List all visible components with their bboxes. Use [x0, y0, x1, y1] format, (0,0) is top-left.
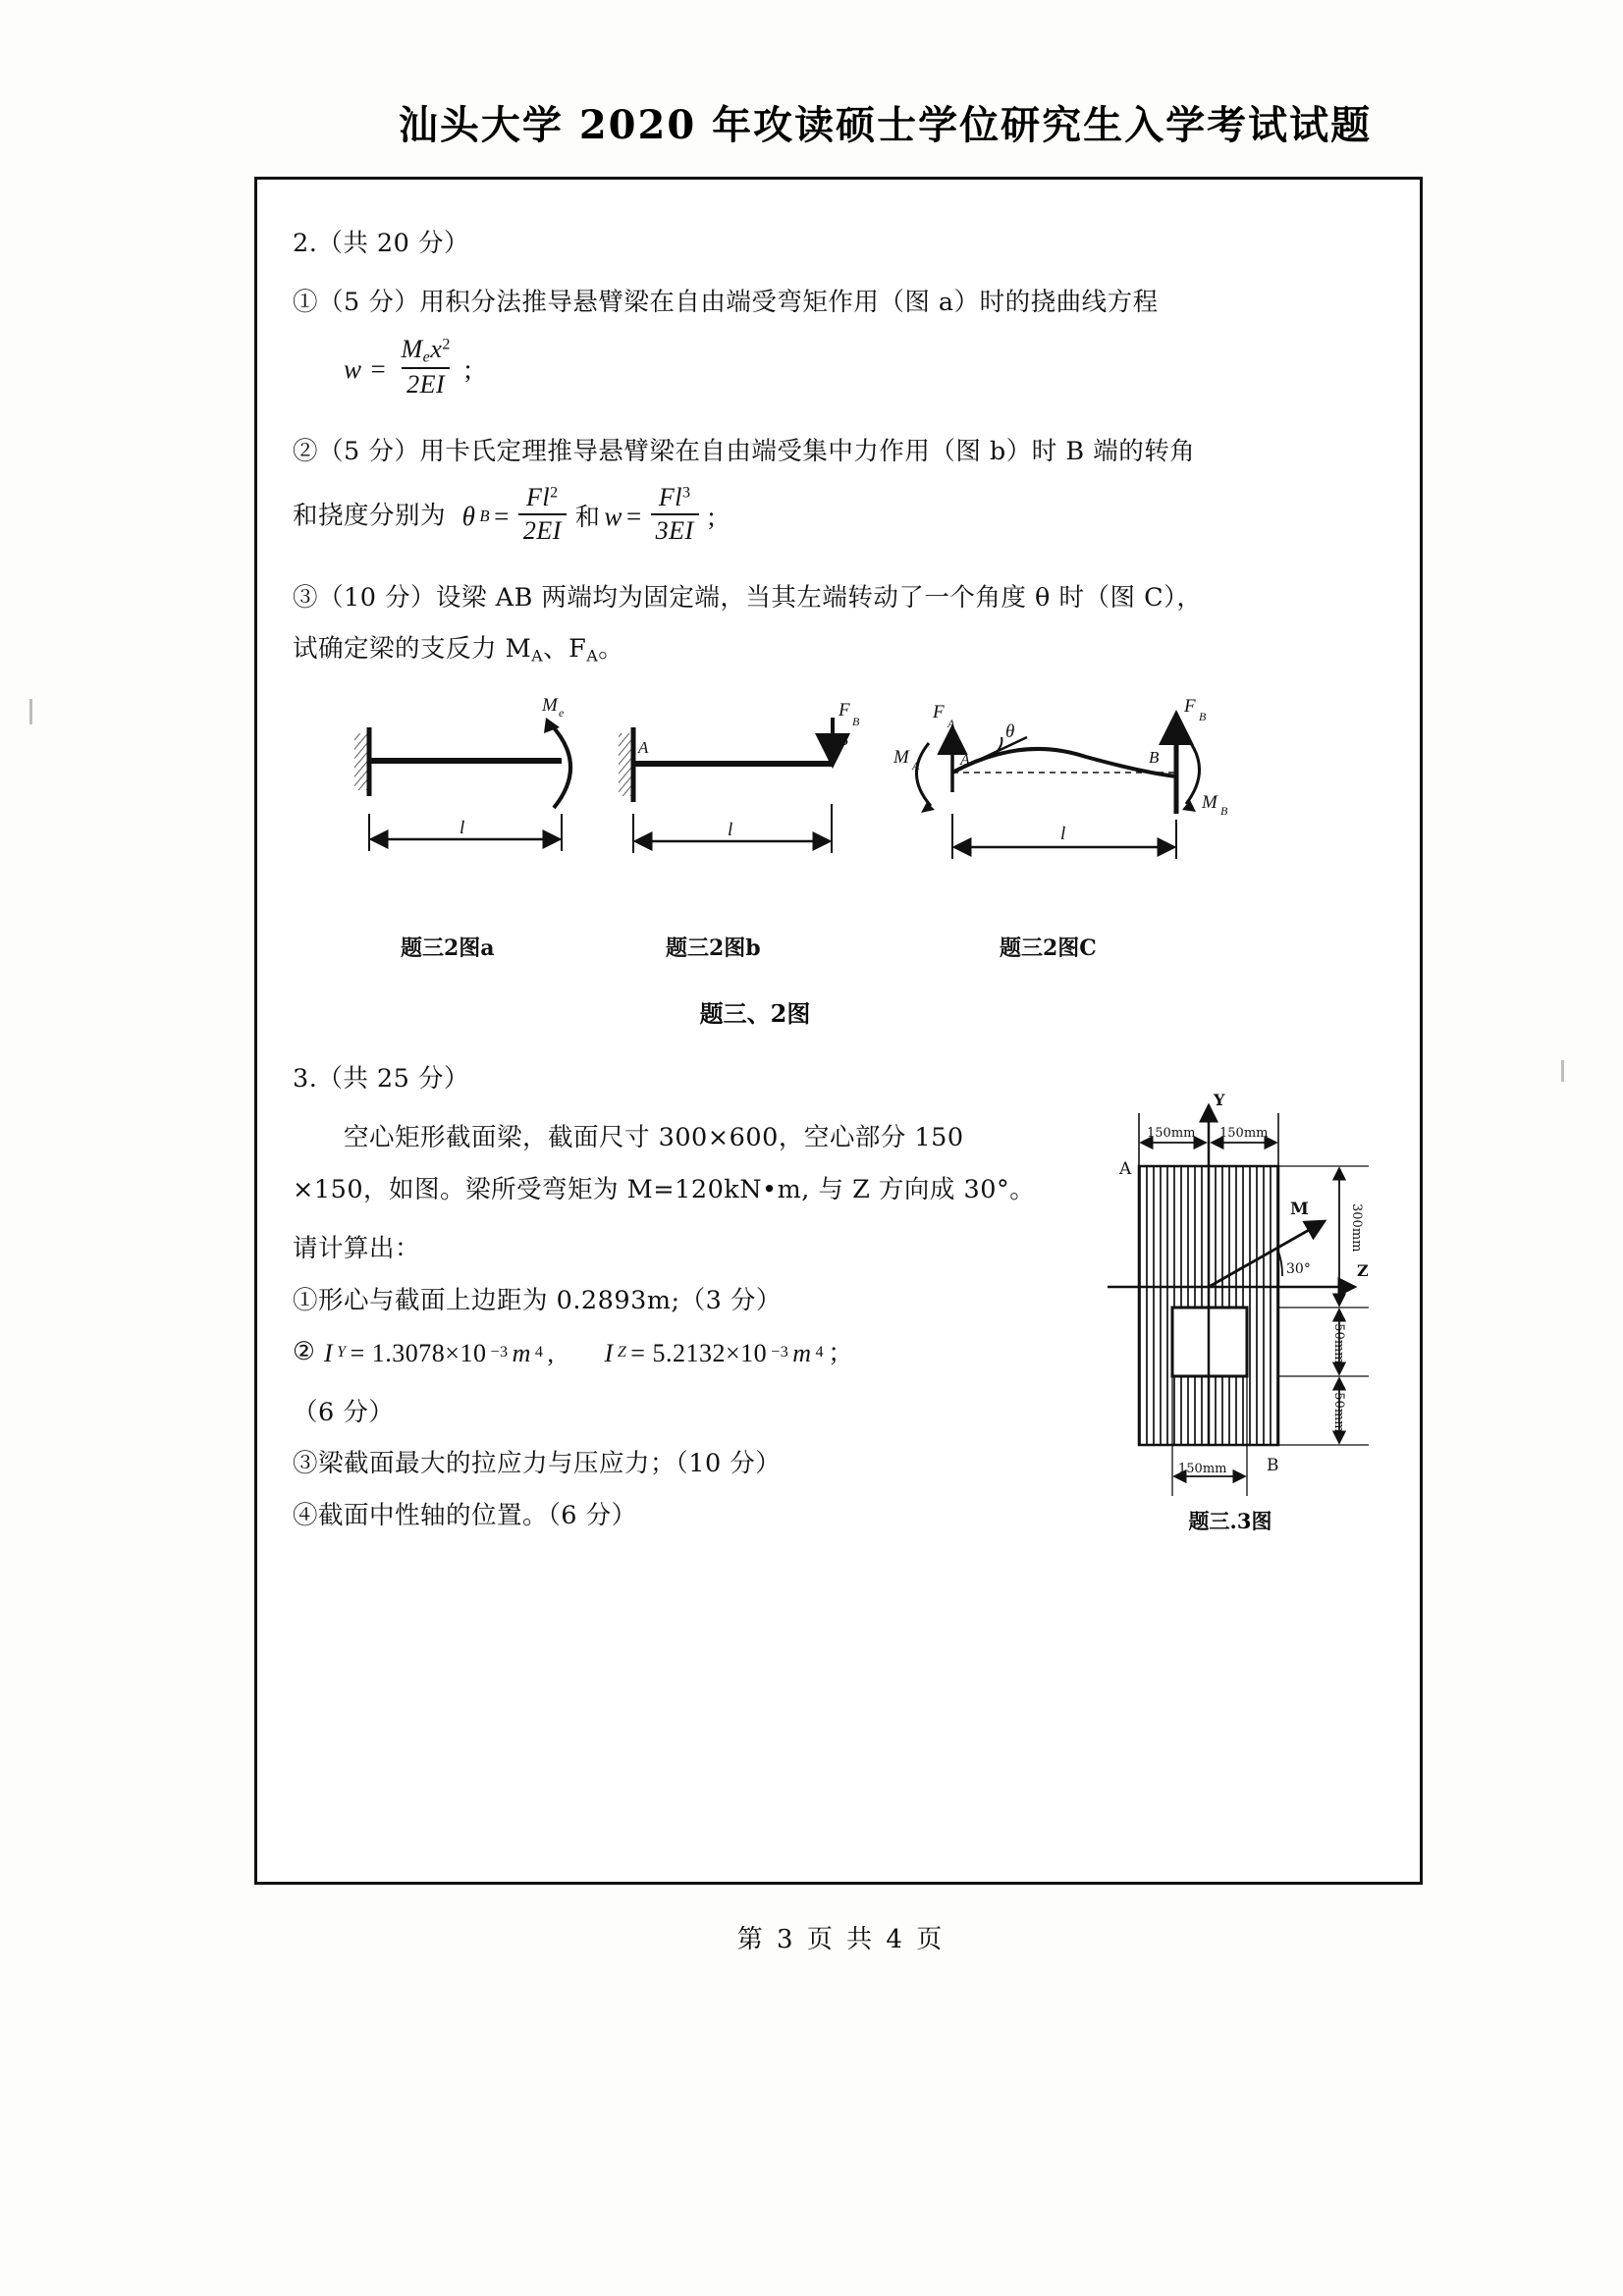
label-point-b-c: B [1149, 748, 1160, 768]
w-symbol: w [604, 502, 622, 532]
iy-value: = 1.3078×10 [350, 1338, 487, 1367]
label-force-b-c: F [1184, 696, 1196, 718]
equals-sign: = [625, 502, 642, 532]
caption-fig-c: 题三2图C [1000, 935, 1097, 962]
figure-group-caption: 题三、2图 [699, 999, 811, 1029]
page-title: 汕头大学 2020 年攻读硕士学位研究生入学考试试题 [398, 102, 1373, 148]
question2-item3-line1: ③（10 分）设梁 AB 两端均为固定端，当其左端转动了一个角度 θ 时（图 C）， [293, 582, 1203, 613]
dim-top-left: 150mm [1147, 1126, 1196, 1142]
question2-item1-formula [293, 334, 1394, 401]
figure-captions [293, 932, 1394, 971]
iy-symbol: I [323, 1338, 334, 1367]
formula-trailing: ; [463, 354, 472, 385]
dim-right-bottom: 150mm [1331, 1384, 1346, 1433]
label-moment-e: M [542, 695, 558, 717]
label-force-a: F [933, 702, 945, 723]
fraction-numerator: Fl$^2$ [526, 483, 559, 512]
iy-exponent: −3 [490, 1344, 509, 1362]
svg-text:A: A [912, 759, 920, 774]
fraction-denominator: 3EI [651, 513, 699, 546]
formula-trailing: ; [707, 502, 716, 532]
label-force-b: F [839, 700, 850, 721]
theta-subscript: B [479, 507, 491, 526]
formula-lhs: w = [344, 354, 388, 385]
reaction-end: 。 [598, 634, 624, 665]
question3-body-line2: ×150，如图。梁所受弯矩为 M=120kN•m, 与 Z 方向成 30°。 [293, 1174, 1036, 1204]
question2-item2-text: ②（5 分）用卡氏定理推导悬臂梁在自由端受集中力作用（图 b）时 B 端的转角 [293, 436, 1196, 466]
label-moment-a: M [893, 747, 909, 769]
label-point-b: B [839, 732, 848, 750]
question3-item2-points: （6 分） [293, 1397, 395, 1427]
reaction-ma-sub: A [531, 646, 544, 666]
dim-right-top: 300mm [1349, 1203, 1364, 1253]
question3-heading: 3.（共 25 分） [293, 1064, 469, 1095]
fraction-denominator: 2EI [518, 513, 567, 546]
fraction-theta [518, 484, 567, 545]
svg-text:e: e [559, 706, 565, 721]
item2-marker: ② [293, 1337, 316, 1367]
dim-right-mid: 150mm [1331, 1315, 1346, 1364]
svg-text:B: B [1199, 710, 1207, 724]
question3-item1: ①形心与截面上边距为 0.2893m;（3 分） [293, 1285, 782, 1315]
beam-diagram-c [893, 696, 1228, 859]
svg-text:B: B [852, 715, 860, 729]
label-moment-b: M [1202, 792, 1217, 814]
iy-subscript: Y [337, 1344, 347, 1362]
scan-artifact [1561, 1060, 1564, 1082]
label-point-a-c: A [960, 752, 970, 770]
iy-unit: m [512, 1338, 531, 1367]
iz-unit-exp: 4 [815, 1344, 825, 1362]
caption-fig-b: 题三2图b [666, 935, 761, 962]
page-footer: 第 3 页 共 4 页 [736, 1925, 946, 1954]
iz-exponent: −3 [771, 1344, 789, 1362]
label-point-a: A [638, 738, 649, 758]
beam-figures-svg [293, 667, 1402, 932]
scan-artifact [29, 699, 32, 724]
conjunction-and: 和 [574, 502, 601, 531]
question3-item4: ④截面中性轴的位置。（6 分） [293, 1500, 637, 1530]
svg-text:A: A [947, 717, 955, 731]
beam-figures [293, 667, 1394, 932]
beam-diagram-a [354, 695, 570, 851]
dim-top-right: 150mm [1219, 1126, 1269, 1142]
item2-comma: , [547, 1338, 555, 1367]
fraction-denominator: 2EI [402, 367, 450, 400]
reaction-mid: 、F [543, 634, 587, 665]
fraction-numerator: $M_ex^2$ [401, 334, 451, 366]
svg-text:B: B [1220, 804, 1228, 819]
question3-body-line1: 空心矩形截面梁，截面尺寸 300×600，空心部分 150 [344, 1123, 964, 1153]
question3-item3: ③梁截面最大的拉应力与压应力；（10 分） [293, 1449, 782, 1479]
fraction-w [396, 336, 455, 400]
item2-trailing: ； [828, 1338, 854, 1367]
fraction-numerator: Fl$^3$ [658, 483, 691, 512]
caption-fig-a: 题三2图a [401, 935, 495, 962]
cross-section-svg [1104, 1084, 1420, 1506]
content-inner [293, 227, 1394, 1872]
formula-prefix: 和挠度分别为 [293, 501, 447, 531]
cross-section-caption: 题三.3图 [1188, 1509, 1272, 1534]
label-theta: θ [1005, 721, 1015, 743]
dim-bottom: 150mm [1178, 1462, 1227, 1477]
iy-unit-exp: 4 [534, 1344, 544, 1362]
beam-diagram-b [619, 700, 860, 853]
question3-prompt: 请计算出： [293, 1234, 421, 1264]
label-length-c: l [1060, 824, 1066, 845]
question2-item3-line2 [293, 632, 1394, 667]
question2-item1-text: ①（5 分）用积分法推导悬臂梁在自由端受弯矩作用（图 a）时的挠曲线方程 [293, 288, 1159, 318]
label-length-b: l [728, 820, 733, 841]
moment-vector-label: M [1290, 1200, 1309, 1220]
iz-subscript: Z [617, 1344, 627, 1362]
content-frame [254, 177, 1423, 1885]
question3-section [293, 1062, 1394, 1532]
question2-item2-formula [293, 483, 1394, 547]
question2-heading: 2.（共 20 分） [293, 229, 469, 258]
reaction-fa-sub: A [586, 646, 599, 666]
angle-label: 30° [1286, 1261, 1311, 1278]
iz-value: = 5.2132×10 [630, 1338, 768, 1367]
axis-label-y: Y [1214, 1091, 1225, 1110]
cross-section-figure [1104, 1084, 1420, 1506]
label-length-a: l [460, 818, 465, 839]
equals-sign: = [494, 502, 510, 532]
fraction-w2 [651, 484, 699, 545]
axis-label-z: Z [1357, 1261, 1369, 1281]
corner-label-a: A [1119, 1159, 1132, 1180]
corner-label-b: B [1267, 1456, 1279, 1476]
iz-unit: m [792, 1338, 812, 1367]
reaction-text: 试确定梁的支反力 M [293, 634, 532, 665]
iz-symbol: I [604, 1338, 614, 1367]
theta-symbol: θ [461, 502, 476, 532]
